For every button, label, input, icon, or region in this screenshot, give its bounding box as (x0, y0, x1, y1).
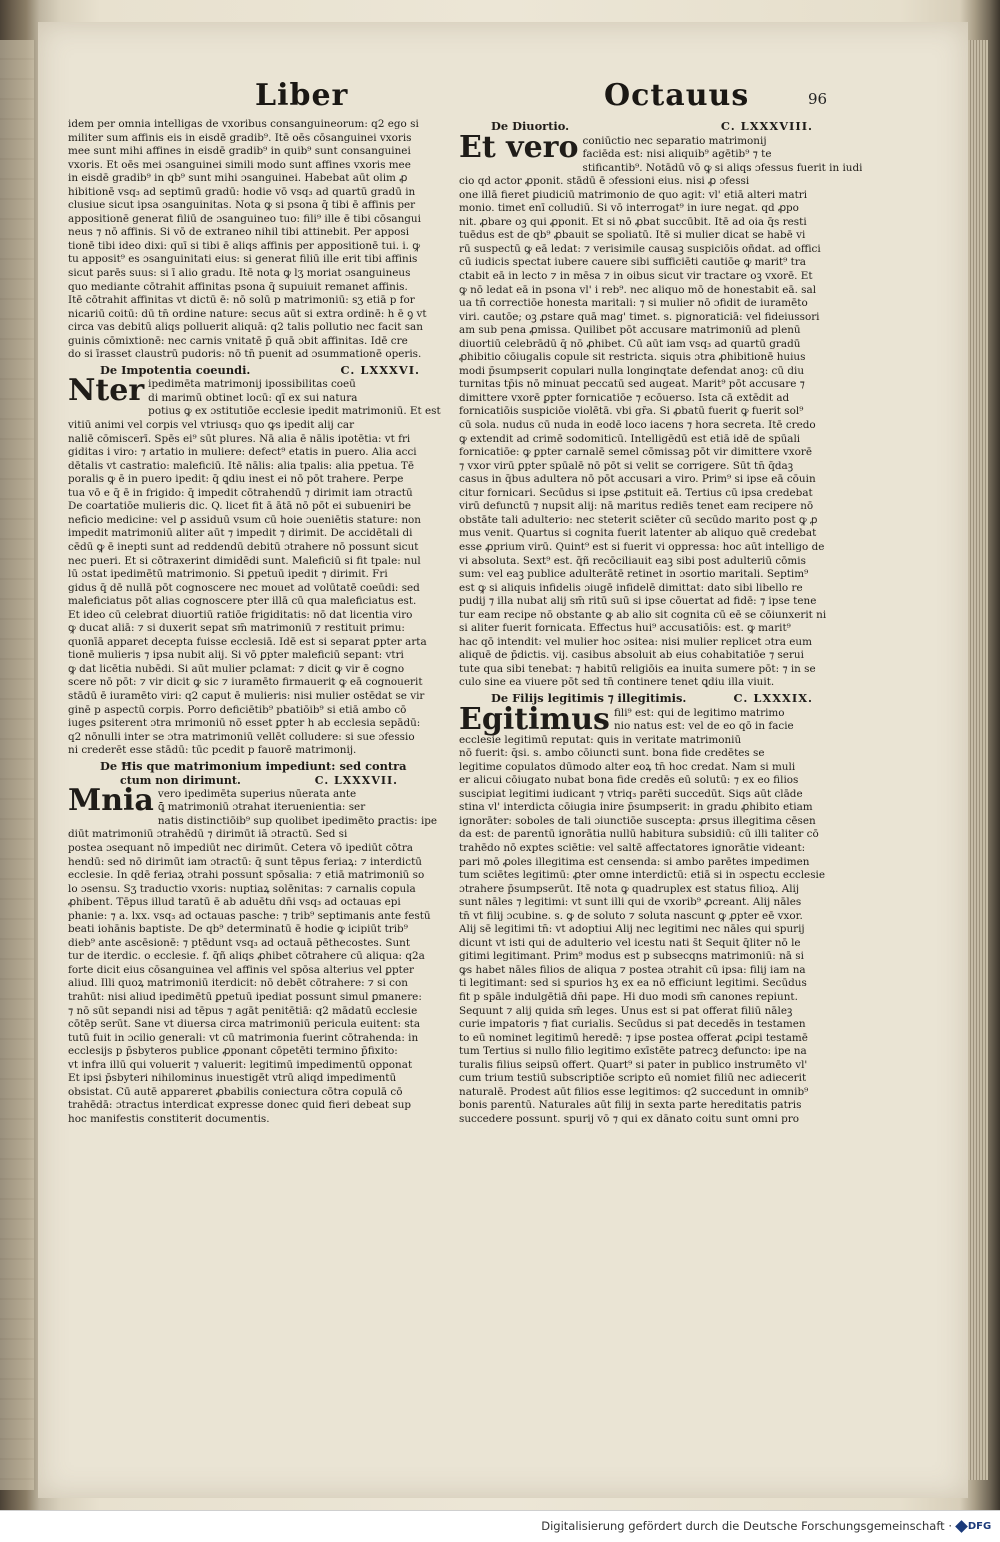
text-line: stina vl' interdicta cōiugia inire p̄sumpserit: in gradu ꝓhibito etiam (459, 801, 813, 814)
text-line: hendū: sed nō dirimūt iam ɔtractū: q̄ sunt tēpus feriaꝝ: ⁊ interdictū (68, 855, 422, 868)
text-line: diūt matrimoniū ɔtrahēdū ⁊ dirimūt iā ɔtractū. Sed si (68, 828, 348, 841)
digitization-footer (0, 1510, 1000, 1542)
text-line: pudij ⁊ illa nubat alij sm̄ ritū suū si ipse cōuertat̄ ad fidē: ⁊ ipse tene (459, 595, 817, 608)
text-line: ignorāter: soboles de tali ɔiunctiōe suscepta: ꝓrsus illegitima cēsen (459, 814, 816, 827)
text-line: cū sola. nudus cū nuda in eodē loco iacens ⁊ hora secreta. Itē credo (459, 419, 816, 432)
text-line: curie impatoris ⁊ fiat curialis. Secūdus si pat decedēs in testamen (459, 1018, 806, 1031)
text-line: pari mō ꝓoles illegitima est censenda: si ambo parētes impedimen (459, 855, 810, 868)
text-line: Et ideo cū celebrat̄ diuortiū ratiōe frigiditatis: nō dat licentia viro (68, 608, 413, 621)
right-text-block-b (459, 734, 839, 1127)
text-line: tum sciētes legitimū: ꝓter omne interdictū: etiā si in ɔspectu ecclesie (459, 869, 825, 882)
text-line: dicunt̄ vt isti qui de adulterio vel icestu nati s̄t Sequit̄ q̄liter nō le (459, 936, 801, 949)
text-line: ctabit eā in lecto ⁊ in mēsa ⁊ in oibus sicut vir tractare oꝫ vxorē. Et (459, 270, 813, 283)
text-line: poralis ꝙ ē in puero ipedit: q̄ ꝗdiu inest ei nō pōt trahere. Perpe (68, 473, 404, 486)
opening-lines (148, 378, 446, 419)
text-line: one illā fieret ꝑiudiciū matrimonio de quo agit̄: vl' etiā alteri matri (459, 188, 808, 201)
text-line: circa vas debitū aliqs polluerit aliquā: q2 talis pollutio nec facit san (68, 321, 423, 334)
text-line: coniūctio nec separatio matrimonij (582, 134, 767, 147)
text-line: impedit matrimoniū aliter aūt ⁊ impedit ⁊ dirimit. De accidētali di (68, 527, 413, 540)
text-line: obsistat. Cū autē appareret ꝓbabilis coniectura cōtra copulā cō (68, 1085, 403, 1098)
text-line: tur eam recipe nō obstante ꝙ ab alio sit cognita cū eē se cōiunxerit ni (459, 608, 827, 621)
text-line: dieb⁹ ante ascēsionē: ⁊ ptēdunt̄ vsq₃ ad octauā pēthecostes. Sunt (68, 936, 411, 949)
text-line: fit p spāle indulgētiā dn̄i pape. Hi duo modi sm̄ canones repiunt̄. (459, 991, 798, 1003)
text-line: ecclesijs p p̄sbyteros publice ꝓponant̄ cōpetēti termino p̄fixito: (68, 1045, 398, 1058)
text-line: sum: vel eaꝫ publice adulterātē retinet in ɔsortio maritali. Septim⁹ (459, 568, 809, 581)
text-line: stādū ē iuramēto viri: q2 caput ē mulieris: nisi mulier ostēdat se vir (68, 689, 425, 702)
text-line: rū suspectū ꝙ eā ledat: ⁊ verisimile causaꝫ suspiciōis oñdat. ad offici (459, 242, 821, 255)
text-line: clusiue sicut ipsa ɔsanguinitas. Nota ꝙ si psona q̄ tibi ē affinis per (68, 199, 416, 212)
text-line: ꝓhibitio cōiugalis copule sit restricta. siquis ɔtra ꝓhibitionē huius (459, 351, 806, 364)
chapter-title-cont: ctum non dirimunt. (120, 774, 241, 788)
chapter-title: De Impotentia coeundi. (100, 362, 251, 377)
text-line: ꝙ dat̄ licētia nubēdi. Si aūt mulier pclamat: ⁊ dicit ꝙ vir ē cogno (68, 662, 405, 675)
text-line: maleficiatus pōt alias cognoscere pter illā cū qua maleficiatus est. (68, 595, 417, 608)
text-line: turalis filius seipsū offert. Quart⁹ si pater in publico instrumēto vl' (459, 1058, 808, 1071)
chapter-number: C. LXXXIX. (733, 690, 813, 705)
left-column (68, 118, 446, 1126)
text-line: naliē cōmiscerī. Spēs ei⁹ sūt plures. Nā alia ē nālis ipotētia: vt fri (68, 432, 411, 445)
text-line: neus ⁊ nō affinis. Si vō de extraneo nihil tibi attinebit. Per apposi (68, 226, 410, 239)
text-line: ꝙ extendit ad crimē sodomiticū. Intelligēdū est etiā idē de spūali (459, 432, 801, 445)
text-line: mus venit. Quartus si cognita fuerit latenter ab aliquo quē credebat (459, 527, 817, 540)
chapter-opening-89 (459, 701, 839, 737)
text-line: Itē cōtrahit̄ affinitas vt dictū ē: nō solū p matrimoniū: sʒ etiā p for (68, 294, 415, 307)
text-line: militer sum affinis eis in eisdē gradib⁹. Itē oēs cōsanguinei vxoris (68, 131, 412, 144)
text-line: nec pueri. Et si cōtraxerint dimidēdi sunt. Maleficiū si fit tpale: nul (68, 554, 421, 567)
text-line: monio. timet̄ enī colludiū. Si vō interrogat⁹ in iure negat. qd̄ ꝓpo (459, 202, 799, 215)
text-line: gidus q̄ dē nullā pōt cognoscere nec mouet ad volūtatē coeūdi: sed (68, 581, 420, 594)
text-line: nit. ꝓbare oꝫ qui ꝓponit. Et si nō ꝓbat succūbit. Itē ad oia q̄s resti (459, 215, 807, 228)
text-line: ɔtrahere p̄sumpserūt. Itē nota ꝙ quadruplex est status filioꝝ. Alij (459, 882, 800, 895)
chapter-opening-87 (68, 782, 446, 829)
text-line: fili⁹ est: qui de legitimo matrimo (613, 706, 785, 719)
text-line: to eū nominet legitimū heredē: ⁊ ipse postea offerat ꝓcipi testamē (459, 1031, 808, 1044)
text-line: sicut parēs suus: si ī alio gradu. Itē nota ꝙ lʒ moriat̄ ɔsanguineus (68, 267, 411, 280)
text-line: giditas i viro: ⁊ artatio in muliere: defect⁹ etatis in puero. Alia acci (68, 446, 417, 459)
text-line: scere nō pōt: ⁊ vir dicit ꝙ sic ⁊ iuramēto firmauerit ꝙ eā cognouerit (68, 676, 423, 689)
text-line: tur de iterdic. o ecclesie. f. q̄ñ aliqs ꝓhibet cōtrahere cū aliqua: q2a (68, 950, 425, 963)
text-line: trahēdo nō exptes sciētie: vel saltē affectatores ignorātie videant̄: (459, 841, 806, 854)
text-line: q2 nōnulli inter se ɔtra matrimoniū vellēt colludere: si sue ɔfessio (68, 730, 415, 743)
text-line: ecclesie legitimū reputat̄: ꝗuis in veritate matrimoniū (459, 733, 742, 746)
text-line: viri. cautōe; oꝫ ꝓstare quā mag' timet. s. pignoraticiā: vel fideiussori (459, 310, 820, 323)
text-line: cū iudicis spectat iubere cauere sibi sufficiēti cautiōe ꝙ marit⁹ tra (459, 256, 806, 269)
text-line: vxoris. Et oēs mei ɔsanguinei simili modo sunt affines vxoris mee (68, 158, 411, 171)
text-line: fornicatiōis suspiciōe violētā. vbi gr̄a. Si ꝓbatū fuerit ꝙ fuerit sol⁹ (459, 405, 804, 418)
left-text-block-c (68, 828, 446, 1126)
text-line: vi absoluta. Sext⁹ est. q̄ñ recōciliauit eaꝫ sibi post adulteriū cōmis (459, 554, 806, 567)
text-line: er alicui cōiugato nubat bona fide credēs eū solutū: ⁊ ex eo filios (459, 774, 799, 787)
funding-credit: Digitalisierung gefördert durch die Deutsche Forschungsgemeinschaft · (541, 1519, 952, 1533)
text-line: Alij sē legitimi tn̄: vt adoptiui Alij nec legitimi nec nāles qui spurij (459, 923, 805, 936)
page-stack-edge (968, 40, 988, 1480)
decorated-initial: Et vero (459, 129, 579, 165)
text-line: tute qua sibi tenebat̄: ⁊ habitū religiōis ea inuita sumere pōt: ⁊ in se (459, 662, 816, 675)
dfg-diamond-icon (955, 1520, 968, 1533)
text-line: quonīā apparet decepta fuisse ecclesiā. Idē est si separat̄ ꝑpter arta (68, 635, 427, 648)
left-text-block-b (68, 419, 446, 758)
facing-page-edge (0, 40, 34, 1490)
text-line: naturalē. Prodest aūt filios esse legitimos: q2 succedunt in omnib⁹ (459, 1085, 809, 1098)
chapter-number: C. LXXXVIII. (720, 119, 813, 133)
text-line: Et ipsi p̄sbyteri nihilominus inuestigēt vtrū aliqd impedimentū (68, 1072, 397, 1085)
text-line: tum Tertius si nullo filio legitimo exīstēte patrecꝫ defuncto: ipe na (459, 1045, 807, 1058)
text-line: ꝓhibent̄. Tēpus illud taratū ē ab aduētu dn̄i vsq₃ ad octauas epi (68, 896, 401, 909)
text-line: hoc manifestis constiterit documentis. (68, 1112, 270, 1125)
text-line: citur fornicari. Secūdus si ipse ꝓstituit eā. Tertius cū ipsa credebat (459, 486, 813, 499)
text-line: cum trium testiū subscriptiōe scripto eū nomiet filiū nec adiecerit (459, 1072, 807, 1085)
text-line: guinis cōmixtionē: nec carnis vnitatē p̄ quā ɔbit̄ affinitas. Idē cre (68, 334, 408, 347)
text-line: neficio medicine: vel ꝑ assiduū vsum cū hoie ɔueniētis stature: non (68, 513, 421, 526)
folio-number: 96 (808, 90, 828, 108)
text-line: postea ɔsequant̄ nō impediūt nec dirimūt. Cetera vō ipediūt cōtra (68, 841, 413, 854)
text-line: tionē tibi ideo dixi: quī si tibi ē aliqs affinis per appositionē tui. i. ꝙ (68, 239, 421, 252)
opening-lines (583, 135, 863, 176)
text-line: ⁊ vxor virū ꝑpter spūalē nō pōt si velit se corrigere. Sūt tn̄ q̄daꝫ (459, 459, 794, 472)
text-line: bonis parentū. Naturales aūt filij in sexta parte hereditatis patris (459, 1099, 802, 1112)
text-line: natis distinctiōib⁹ sup quolibet ipedimēto ꝑractis: ipe (157, 814, 438, 827)
chapter-number: C. LXXXVII. (314, 774, 398, 788)
text-line: vitiū animi vel corpis vel vtriusq₃ quo ꝙs ipedit̄ alij car (68, 419, 355, 432)
text-line: idem per omnia intelligas de vxoribus consanguineorum: q2 ego si (68, 118, 419, 130)
text-line: phanie: ⁊ a. lxx. vsq₃ ad octauas pasche: ⁊ trib⁹ septimanis ante festū (68, 909, 431, 922)
text-line: forte dicit eius cōsanguinea vel affinis vel spōsa alterius vel ꝑpter (68, 963, 414, 976)
text-line: iuges ꝑsiterent ɔtra mrimoniū nō esset ꝑpter h̄ ab ecclesia sepādū: (68, 717, 421, 730)
text-line: vt infra illū qui voluerit ⁊ valuerit: legitimū impedimentū opponat (68, 1058, 413, 1071)
text-line: quo mediante cōtrahit̄ affinitas psona q̄ supuiuit remanet affinis. (68, 280, 408, 293)
text-line: cēdū ꝙ ē inepti sunt ad reddendū debitū ɔtrahere nō possunt sicut (68, 540, 419, 553)
text-line: ꝙ ducat aliā: ⁊ si duxerit sepat̄ sm̄ matrimoniū ⁊ restituit̄ primu: (68, 622, 405, 635)
text-line: ua tn̄ correctiōe honesta maritali: ⁊ si mulier nō ɔfidit de iuramēto (459, 297, 808, 310)
opening-lines (158, 788, 446, 829)
decorated-initial: Egitimus (459, 701, 610, 737)
text-line: trahēdā: ɔtractus interdicat̄ expresse donec quid fieri debeat sup (68, 1099, 412, 1112)
text-line: tionē mulieris ⁊ ipsa nubit alij. Si vō ꝑpter maleficiū sepant̄: vtri (68, 649, 404, 662)
text-line: ꝗ̄ matrimoniū ɔtrahat̄ iteruenientia: ser (157, 801, 366, 814)
text-line: nio natus est: vel de eo qō in facie (613, 720, 794, 733)
text-line: tuēdus est de qb⁹ ꝓbauit se spoliatū. Itē si mulier dicat se habē vi (459, 229, 806, 242)
opening-lines (614, 707, 839, 734)
text-line: tn̄ vt filij ɔcubine. s. ꝙ de soluto ⁊ soluta nascunt̄ ꝙ ꝓpter eē vxor. (459, 909, 803, 922)
text-line: dētalis vt castratio: maleficiū. Itē nālis: alia tpalis: alia ppetua. Tē (68, 459, 415, 472)
text-line: ipedimēta matrimonij ipossibilitas coeū (148, 378, 356, 391)
running-head-right: Octauus (604, 78, 750, 113)
text-line: ⁊ nō sūt sepandi nisi ad tēpus ⁊ agāt penitētiā: q2 mādatū ecclesie (68, 1004, 418, 1017)
text-line: dimittere vxorē ꝑpter fornicatiōe ⁊ ecōuerso. Ista cā extēdit ad (459, 391, 790, 404)
text-line: ginē p aspectū corpis. Porro deficiētib⁹ pbatiōib⁹ si etiā ambo cō (68, 703, 407, 716)
dfg-logo (956, 1517, 992, 1535)
text-line: da est: de parentū ignorātia nullū habitura subsidiū: cū illi taliter cō (459, 828, 819, 841)
text-line: diuortiū celebrādū q̄ nō ꝓhibet̄. Cū aūt iam vsq₃ ad quartū gradū (459, 337, 801, 350)
text-line: cōtēp serūt. Sane vt diuersa circa matrimoniū pericula euitent̄: sta (68, 1018, 421, 1031)
text-line: turnitas tp̄is nō minuat peccatū sed augeat. Marit⁹ pōt accusare ⁊ (459, 378, 805, 391)
right-text-block-a (459, 175, 839, 690)
chapter-title: De Filijs legitimis ⁊ illegitimis. (491, 690, 687, 705)
chapter-title: De Diuortio. (491, 119, 570, 133)
text-line: ti legitimant̄: sed si spurios hʒ ex ea nō efficiunt̄ legitimi. Secūdus (459, 977, 807, 990)
text-line: ecclesie. In qdē feriaꝝ ɔtrahi possunt spōsalia: ⁊ etiā matrimoniū so (68, 869, 425, 882)
chapter-rubric-87 (68, 760, 446, 774)
text-line: hibitionē vsq₃ ad septimū gradū: hodie vō vsq₃ ad quartū gradū in (68, 185, 416, 198)
text-line: trahūt: nisi aliud ipedimētū ꝑpetuū ipediat possunt simul ꝑmanere: (68, 991, 422, 1003)
decorated-initial: Nter (68, 373, 145, 409)
text-line: tutū fuit in ɔcilio generali: vt cū matrimonia fuerint cōtrahenda: in (68, 1031, 419, 1044)
text-line: si aliter fuerit fornicata. Effectus hui⁹ accusatiōis: est. ꝙ marit⁹ (459, 622, 791, 635)
decorated-initial: Mnia (68, 782, 154, 818)
text-line: ꝙs habet nāles filios de aliqua ⁊ postea ɔtrahit cū ipsa: filij iam na (459, 963, 806, 976)
text-line: culo sine ea viuere pōt sed tn̄ continere tenet̄ ꝗdiu illa viuit. (459, 676, 775, 689)
text-line: do si īrasset claustrū pudoris: nō tn̄ puenit ad ɔsummationē operis. (68, 348, 422, 361)
text-line: aliquē de p̄dictis. vij. casibus absoluit̄ ab eius cohabitatiōe ⁊ serui (459, 649, 804, 662)
left-text-block-a (68, 118, 446, 362)
text-line: succedere possunt. spurij vō ⁊ qui ex dānato coitu sunt omni pro (459, 1112, 799, 1125)
chapter-opening-88 (459, 129, 863, 176)
text-line: lū ɔstat ipedimētū matrimonio. Si ꝑpetuū ipedit ⁊ dirimit. Fri (68, 568, 388, 581)
text-line: suscipiat legitimi iudicant̄ ⁊ vtriq₃ parēti succedūt. Siqs aūt clāde (459, 787, 803, 800)
text-line: potius ꝙ ex ɔstitutiōe ecclesie ipedit matrimoniū. Et est (148, 405, 441, 418)
dfg-logo-text: DFG (967, 1520, 992, 1532)
text-line: modi p̄sumpserit copulari nulla longinqtate defendat̄ anoꝫ: cū diu (459, 364, 805, 377)
text-line: di marimū obtinet locū: qī ex sui natura (148, 391, 358, 404)
right-column (459, 118, 863, 1126)
text-line: tu apposit⁹ es ɔsanguinitati eius: si generat filiū ille erit tibi affinis (68, 253, 418, 266)
text-line: faciēda est: nisi aliquib⁹ agētib⁹ ⁊ te (582, 148, 772, 161)
text-line: ꝙ nō ledat eā in psona vl' i reb⁹. nec aliquo mō de honestabit eā. sal (459, 283, 817, 296)
text-line: esse ꝓprium virū. Quint⁹ est si fuerit vi oppressa: hoc aūt intelligo de (459, 540, 825, 553)
text-line: est ꝙ si aliquis infidelis ɔiugē infidelē dimittat: dato sibi libello re (459, 581, 803, 594)
text-line: obstāte tali adulterio: nec steterit sciēter cū secūdo marito post ꝙ ꝓ (459, 513, 818, 526)
text-line: virū defunctū ⁊ nupsit alij: nā maritus rediēs tenet̄ eam recipere nō (459, 500, 814, 513)
chapter-number: C. LXXXVI. (340, 362, 420, 377)
text-line: fornicatiōe: ꝙ ꝑpter carnalē semel cōmissaꝫ pōt vir dimittere vxorē (459, 446, 813, 459)
text-line: tua vō e q̄ ē in frigido: q̄ impedit cōtrahendū ⁊ dirimit iam ɔtractū (68, 486, 413, 499)
text-line: Sequunt̄ ⁊ alij quida sm̄ leges. Unus est si pat offerat filiū nāleꝫ (459, 1004, 793, 1017)
chapter-title: De Ħis que matrimonium impediunt: sed contra (100, 758, 407, 773)
text-line: am sub pena ꝓmissa. Quilibet pōt accusare matrimoniū ad plenū (459, 324, 801, 337)
text-line: legitime copulatos dūmodo alter eoꝝ tn̄ hoc credat. Nam si muli (459, 760, 796, 773)
text-line: cio qd̄ actor ꝓponit. stādū ē ɔfessioni eius. nisi ꝓ ɔfessi (459, 175, 750, 188)
text-line: De coartatiōe mulieris dic. Q. licet fit ā ātā nō pōt ei subueniri be (68, 500, 412, 513)
text-line: hac qō intendit: vel mulier hoc ɔsitea: nisi mulier replicet ɔtra eum (459, 635, 812, 648)
text-line: casus in q̄bus adultera nō pōt accusari a viro. Prim⁹ si ipse eā cōuin (459, 473, 816, 486)
text-line: nō fuerit: q̄si. s. ambo cōiuncti sunt. bona fide credētes se (459, 747, 765, 760)
text-line: stificantib⁹. Notādū vō ꝙ si aliqs ɔfessus fuerit in iudi (582, 161, 863, 174)
text-line: ni crederēt esse stādū: tūc pcedit̄ p fauorē matrimonij. (68, 744, 357, 757)
text-line: sunt nāles ⁊ legitimi: vt sunt illi qui de vxorib⁹ ꝓcreant̄. Alij nāles (459, 896, 802, 909)
text-line: nicariū coitū: dū tn̄ ordine nature: secus aūt si extra ordinē: h̄ ē ꝯ vt (68, 307, 427, 320)
text-line: mee sunt mihi affines in eisdē gradib⁹ in quib⁹ sunt consanguinei (68, 145, 411, 158)
text-line: beati iohānis baptiste. De qb⁹ determinatū ē hodie ꝙ icipiūt trib⁹ (68, 923, 408, 936)
text-line: vero ipedimēta superius nūerata ante (157, 787, 357, 800)
running-head-left: Liber (255, 78, 349, 113)
text-line: in eisdē gradib⁹ in qb⁹ sunt mihi ɔsanguinei. Habebat aūt olim ꝓ (68, 172, 408, 185)
text-line: gitimi legitimant̄. Prim⁹ modus est p subsecqns matrimoniū: nā si (459, 950, 804, 963)
chapter-opening-86 (68, 373, 446, 419)
text-line: lo ɔsensu. Sʒ traductio vxoris: nuptiaꝝ solēnitas: ⁊ carnalis copula (68, 882, 416, 895)
text-line: appositionē generat filiū de ɔsanguineo tuo: fili⁹ ille ē tibi cōsangui (68, 212, 421, 225)
text-line: aliud. Illi quoꝝ matrimoniū iterdicit̄: nō debēt cōtrahere: ⁊ si con (68, 977, 408, 990)
